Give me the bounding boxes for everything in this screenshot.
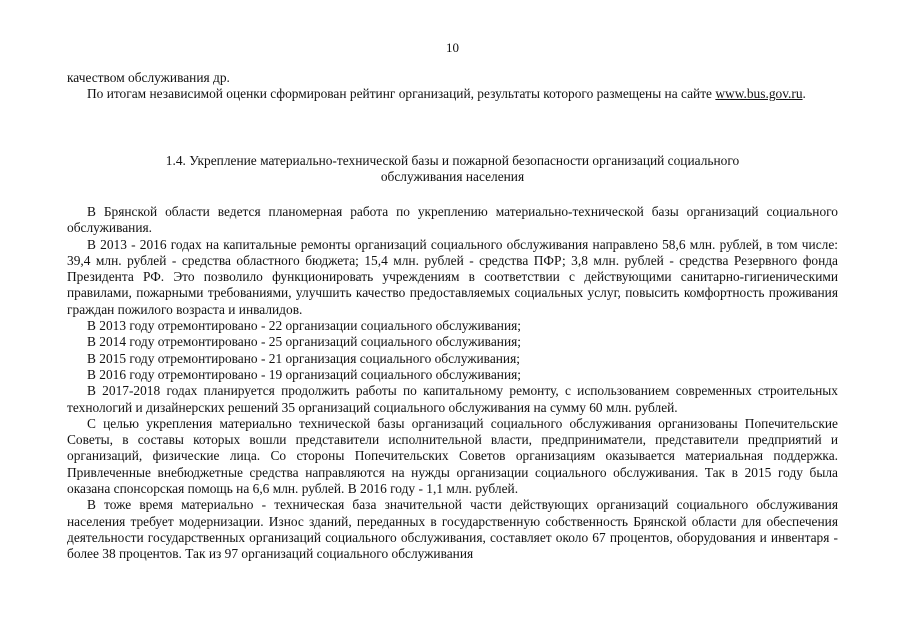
rating-end: .	[802, 86, 806, 102]
continuation-line: качеством обслуживания др.	[67, 70, 230, 85]
paragraph: С целью укрепления материально технической базы организаций социального обслуживания организованы Попечительские Советы, в составы которых вошли представители исполнительной власти, предприниматели, представители предприятий и организаций, физические лица. Со стороны Попечительских Советов организациям оказывается материальная поддержка. Привлеченные внебюджетные средства направляются на нужды организации социального обслуживания. Так в 2015 году была оказана спонсорская помощь на 6,6 млн. рублей. В 2016 году - 1,1 млн. рублей.	[67, 415, 838, 497]
paragraph: В тоже время материально - техническая база значительной части действующих организаций социального обслуживания населения требует модернизации. Износ зданий, переданных в государственную собственность Брянской области для обеспечения деятельности государственных организаций социального обслуживания, составляет около 67 процентов, оборудования и инвентаря - более 38 процентов. Так из 97 организаций социального обслуживания	[67, 497, 838, 562]
paragraph: В 2013 - 2016 годах на капитальные ремонты организаций социального обслуживания направлено 58,6 млн. рублей, в том числе: 39,4 млн. рублей - средства областного бюджета; 15,4 млн. рублей - средства ПФР; 3,8 млн. рублей - средства Резервного фонда Президента РФ. Это позволило функционировать учреждениям в соответствии с действующими санитарно-гигиеническими правилами, пожарными требованиями, улучшить качество предоставляемых социальных услуг, повысить комфортность проживания граждан пожилого возраста и инвалидов.	[67, 236, 838, 317]
paragraph: В 2017-2018 годах планируется продолжить работы по капитальному ремонту, с использованием современных строительных технологий и дизайнерских решений 35 организаций социального обслуживания на сумму 60 млн. рублей.	[67, 383, 838, 415]
paragraph: В 2013 году отремонтировано - 22 организации социального обслуживания;	[87, 318, 521, 334]
paragraph: В 2015 году отремонтировано - 21 организация социального обслуживания;	[87, 350, 520, 366]
paragraph: В 2014 году отремонтировано - 25 организаций социального обслуживания;	[87, 334, 521, 350]
section-body	[67, 204, 838, 563]
rating-paragraph	[67, 86, 838, 102]
paragraph: В Брянской области ведется планомерная работа по укреплению материально-технической базы организаций социального обслуживания.	[67, 204, 838, 236]
paragraph: В 2016 году отремонтировано - 19 организаций социального обслуживания;	[87, 366, 521, 382]
section-heading-line1: 1.4. Укрепление материально-технической базы и пожарной безопасности организаций социального	[165, 153, 740, 168]
section-heading	[67, 153, 838, 186]
intro-block	[67, 70, 838, 103]
page-number: 10	[446, 40, 459, 55]
section-heading-line2: обслуживания населения	[380, 169, 525, 185]
bus-gov-link[interactable]: www.bus.gov.ru	[715, 86, 803, 102]
rating-text: По итогам независимой оценки сформирован рейтинг организаций, результаты которого размещены на сайте	[87, 86, 713, 102]
